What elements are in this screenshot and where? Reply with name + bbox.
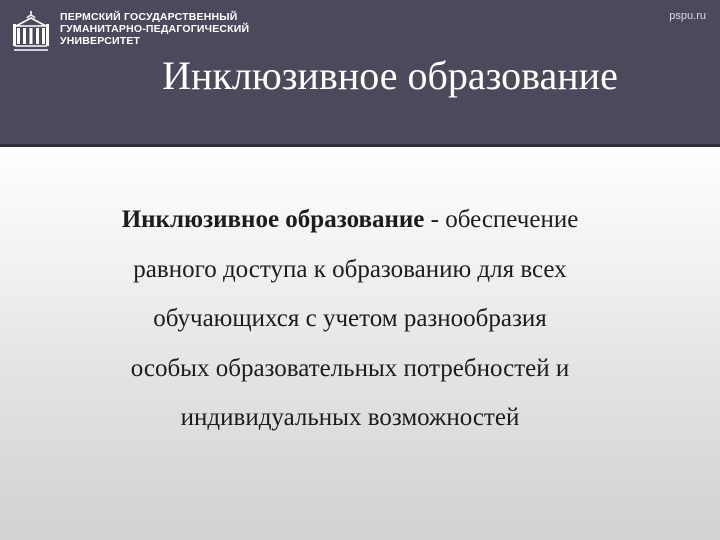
definition-line-3: обучающихся с учетом разнообразия <box>153 305 547 332</box>
slide-body <box>0 147 720 540</box>
site-url: pspu.ru <box>669 10 706 22</box>
definition-line-4: особых образовательных потребностей и <box>130 354 570 382</box>
university-name-line-3: УНИВЕРСИТЕТ <box>60 35 141 47</box>
university-name-line-2: ГУМАНИТАРНО-ПЕДАГОГИЧЕСКИЙ <box>60 23 250 35</box>
definition-line-1 <box>40 195 660 245</box>
slide-header <box>0 0 720 144</box>
definition-line-1-rest: - обеспечение <box>424 206 579 233</box>
university-name <box>60 11 320 47</box>
definition-text <box>40 195 660 443</box>
slide-title: Инклюзивное образование <box>162 53 618 98</box>
definition-line-5: индивидуальных возможностей <box>180 404 520 431</box>
university-name-line-1: ПЕРМСКИЙ ГОСУДАРСТВЕННЫЙ <box>60 11 238 23</box>
definition-line-2: равного доступа к образованию для всех <box>133 255 567 283</box>
definition-term: Инклюзивное образование <box>121 206 425 233</box>
university-building-icon <box>10 8 52 54</box>
